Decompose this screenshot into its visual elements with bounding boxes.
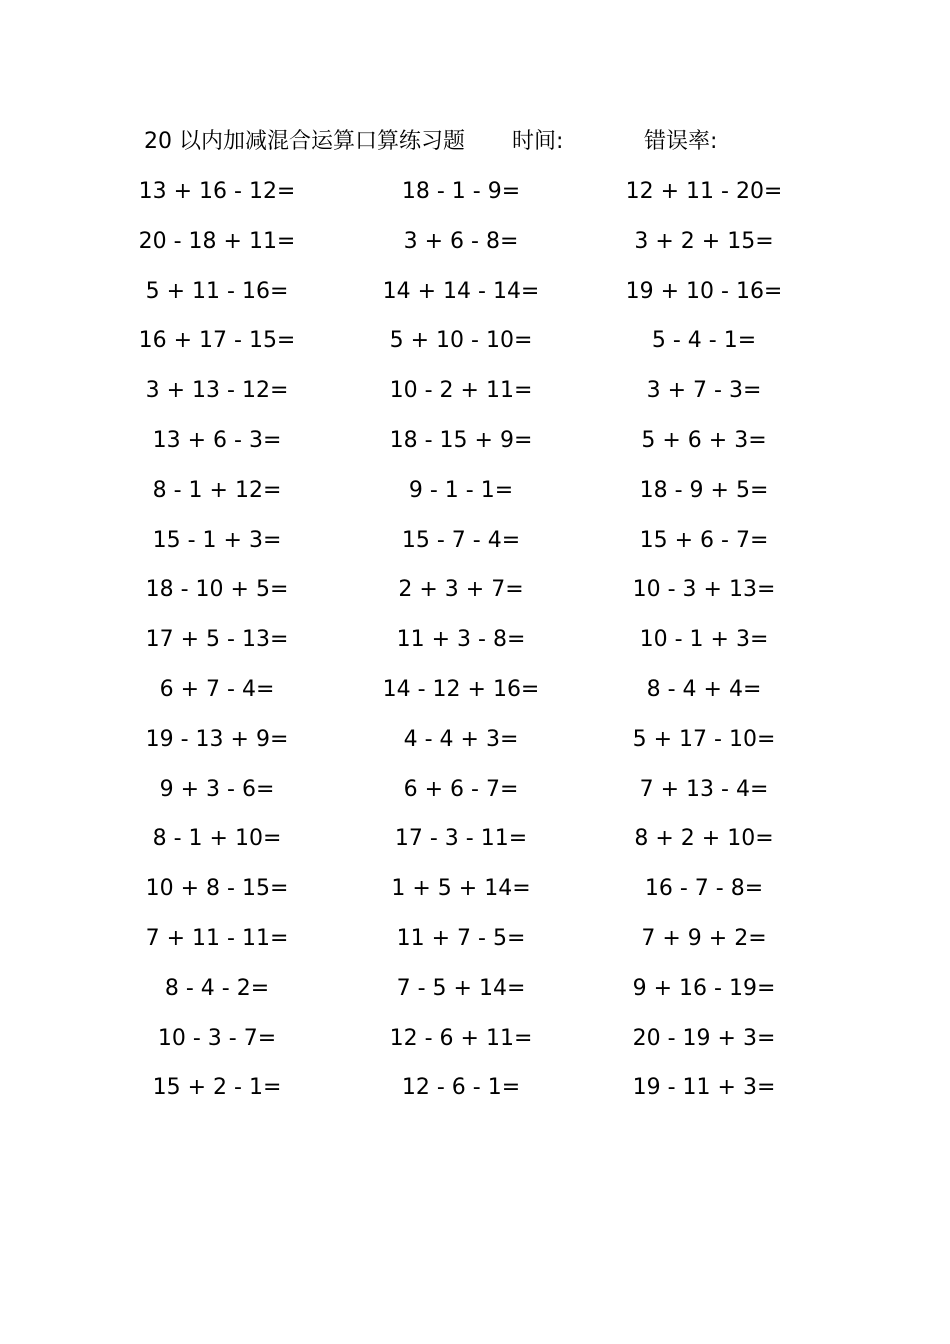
math-problem: 7 + 13 - 4=: [639, 776, 769, 802]
math-problem: 6 + 7 - 4=: [159, 676, 275, 702]
problem-row: [0, 516, 950, 566]
math-problem: 9 - 1 - 1=: [408, 477, 514, 503]
problem-row: [0, 466, 950, 516]
math-problem: 18 - 10 + 5=: [145, 577, 289, 603]
math-problem: 13 + 16 - 12=: [138, 179, 296, 204]
math-problem: 12 + 11 - 20=: [625, 179, 783, 204]
math-problem: 12 - 6 - 1=: [401, 1075, 521, 1101]
problem-row: [0, 1063, 950, 1113]
math-problem: 7 + 9 + 2=: [641, 925, 767, 951]
math-problem: 10 - 3 + 13=: [632, 577, 776, 603]
worksheet-header: [144, 124, 784, 160]
math-problem: 7 - 5 + 14=: [396, 975, 526, 1001]
problem-row: [0, 814, 950, 864]
math-problem: 7 + 11 - 11=: [145, 925, 289, 951]
problem-row: [0, 864, 950, 914]
math-problem: 10 - 3 - 7=: [157, 1025, 277, 1051]
math-problem: 8 - 1 + 10=: [152, 826, 282, 852]
math-problem: 19 + 10 - 16=: [625, 278, 783, 304]
math-problem: 3 + 13 - 12=: [145, 378, 289, 404]
math-problem: 17 + 5 - 13=: [145, 627, 289, 653]
problem-grid: [0, 167, 950, 1113]
math-problem: 16 + 17 - 15=: [138, 328, 296, 354]
problem-row: [0, 366, 950, 416]
math-problem: 8 + 2 + 10=: [634, 826, 774, 852]
math-problem: 1 + 5 + 14=: [391, 876, 531, 902]
math-problem: 10 + 8 - 15=: [145, 876, 289, 902]
problem-row: [0, 765, 950, 815]
problem-row: [0, 217, 950, 267]
math-problem: 10 - 2 + 11=: [389, 378, 533, 404]
math-problem: 15 + 6 - 7=: [639, 527, 769, 553]
math-problem: 5 + 11 - 16=: [145, 278, 289, 304]
math-problem: 20 - 18 + 11=: [138, 228, 296, 254]
math-problem: 16 - 7 - 8=: [644, 876, 764, 902]
problem-row: [0, 167, 950, 217]
math-problem: 5 + 17 - 10=: [632, 726, 776, 752]
math-problem: 8 - 1 + 12=: [152, 477, 282, 503]
problem-row: [0, 665, 950, 715]
problem-row: [0, 416, 950, 466]
math-problem: 15 - 1 + 3=: [152, 527, 282, 553]
math-problem: 4 - 4 + 3=: [403, 726, 519, 752]
math-problem: 6 + 6 - 7=: [403, 776, 519, 802]
math-problem: 20 - 19 + 3=: [632, 1025, 776, 1051]
math-problem: 12 - 6 + 11=: [389, 1025, 533, 1051]
time-label: 时间:: [512, 129, 564, 154]
math-problem: 2 + 3 + 7=: [398, 577, 524, 603]
math-problem: 8 - 4 - 2=: [164, 975, 270, 1001]
math-problem: 14 - 12 + 16=: [382, 676, 540, 702]
math-problem: 9 + 16 - 19=: [632, 975, 776, 1001]
math-problem: 8 - 4 + 4=: [646, 676, 762, 702]
math-problem: 18 - 15 + 9=: [389, 427, 533, 453]
math-problem: 18 - 1 - 9=: [401, 179, 521, 204]
math-problem: 11 + 7 - 5=: [396, 925, 526, 951]
math-problem: 3 + 2 + 15=: [634, 228, 774, 254]
math-problem: 5 + 10 - 10=: [389, 328, 533, 354]
problem-row: [0, 565, 950, 615]
worksheet-title: 20 以内加减混合运算口算练习题: [144, 129, 465, 154]
math-problem: 18 - 9 + 5=: [639, 477, 769, 503]
math-problem: 17 - 3 - 11=: [394, 826, 528, 852]
math-problem: 19 - 13 + 9=: [145, 726, 289, 752]
problem-row: [0, 316, 950, 366]
problem-row: [0, 715, 950, 765]
math-problem: 5 - 4 - 1=: [651, 328, 757, 354]
math-problem: 3 + 6 - 8=: [403, 228, 519, 254]
problem-row: [0, 615, 950, 665]
math-problem: 9 + 3 - 6=: [159, 776, 275, 802]
math-problem: 15 + 2 - 1=: [152, 1075, 282, 1101]
problem-row: [0, 267, 950, 317]
math-problem: 11 + 3 - 8=: [396, 627, 526, 653]
error-rate-label: 错误率:: [644, 129, 718, 154]
math-problem: 14 + 14 - 14=: [382, 278, 540, 304]
problem-row: [0, 964, 950, 1014]
math-problem: 13 + 6 - 3=: [152, 427, 282, 453]
math-problem: 15 - 7 - 4=: [401, 527, 521, 553]
math-problem: 10 - 1 + 3=: [639, 627, 769, 653]
math-problem: 3 + 7 - 3=: [646, 378, 762, 404]
problem-row: [0, 1014, 950, 1064]
math-problem: 5 + 6 + 3=: [641, 427, 767, 453]
problem-row: [0, 914, 950, 964]
math-problem: 19 - 11 + 3=: [632, 1075, 776, 1101]
